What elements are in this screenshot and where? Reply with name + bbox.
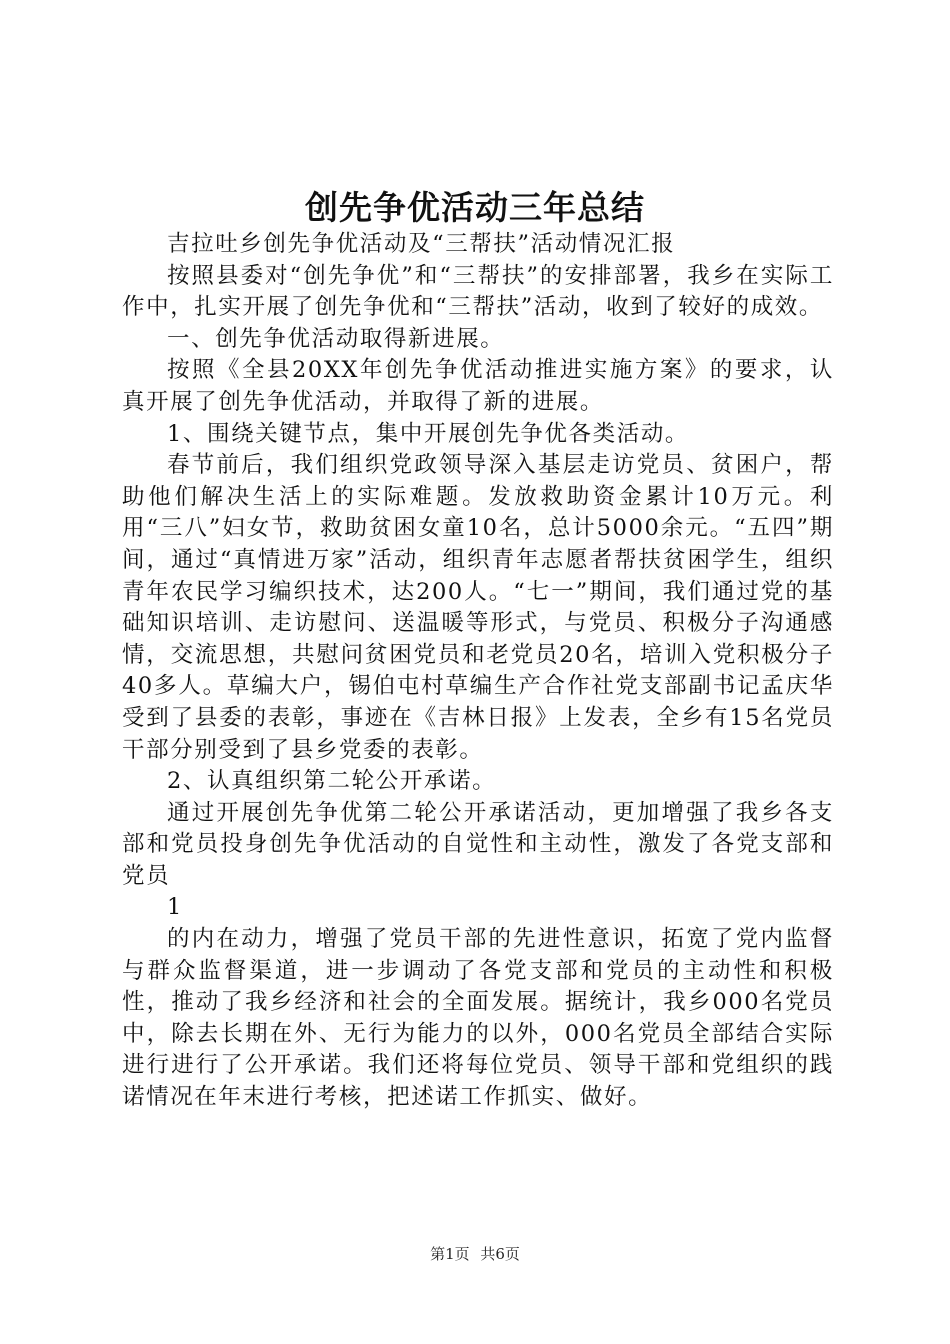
subsection-heading: 1、围绕关键节点，集中开展创先争优各类活动。 bbox=[167, 420, 690, 447]
page-footer bbox=[0, 1243, 950, 1265]
paragraph: 吉拉吐乡创先争优活动及“三帮扶”活动情况汇报 bbox=[167, 231, 676, 257]
footer-page-label: 第1页 bbox=[430, 1245, 470, 1263]
inline-page-number: 1 bbox=[167, 894, 183, 921]
document-body bbox=[122, 229, 834, 1114]
section-heading: 一、创先争优活动取得新进展。 bbox=[167, 325, 505, 352]
paragraph: 的内在动力，增强了党员干部的先进性意识，拓宽了党内监督与群众监督渠道，进一步调动了各党支部和党员的主动性和积极性，推动了我乡经济和社会的全面发展。据统计，我乡000名党员中，除去长期在外、无行为能力的以外，000名党员全部结合实际进行进行了公开承诺。我们还将每位党员、领导干部和党组织的践诺情况在年末进行考核，把述诺工作抓实、做好。 bbox=[122, 926, 834, 1111]
paragraph: 通过开展创先争优第二轮公开承诺活动，更加增强了我乡各支部和党员投身创先争优活动的自觉性和主动性，激发了各党支部和党员 bbox=[122, 799, 834, 889]
subsection-heading: 2、认真组织第二轮公开承诺。 bbox=[167, 768, 497, 795]
paragraph: 春节前后，我们组织党政领导深入基层走访党员、贫困户，帮助他们解决生活上的实际难题。发放救助资金累计10万元。利用“三八”妇女节，救助贫困女童10名，总计5000余元。“五四”期间，通过“真情进万家”活动，组织青年志愿者帮扶贫困学生，组织青年农民学习编织技术，达200人。“七一”期间，我们通过党的基础知识培训、走访慰问、送温暖等形式，与党员、积极分子沟通感情，交流思想，共慰问贫困党员和老党员20名，培训入党积极分子40多人。草编大户，锡伯屯村草编生产合作社党支部副书记孟庆华受到了县委的表彰，事迹在《吉林日报》上发表，全乡有15名党员干部分别受到了县乡党委的表彰。 bbox=[122, 452, 834, 763]
document-title: 创先争优活动三年总结 bbox=[305, 188, 645, 227]
paragraph: 按照县委对“创先争优”和“三帮扶”的安排部署，我乡在实际工作中，扎实开展了创先争优和“三帮扶”活动，收到了较好的成效。 bbox=[122, 262, 834, 321]
paragraph: 按照《全县20XX年创先争优活动推进实施方案》的要求，认真开展了创先争优活动，并取得了新的进展。 bbox=[122, 357, 834, 415]
footer-total-label: 共6页 bbox=[480, 1245, 520, 1263]
